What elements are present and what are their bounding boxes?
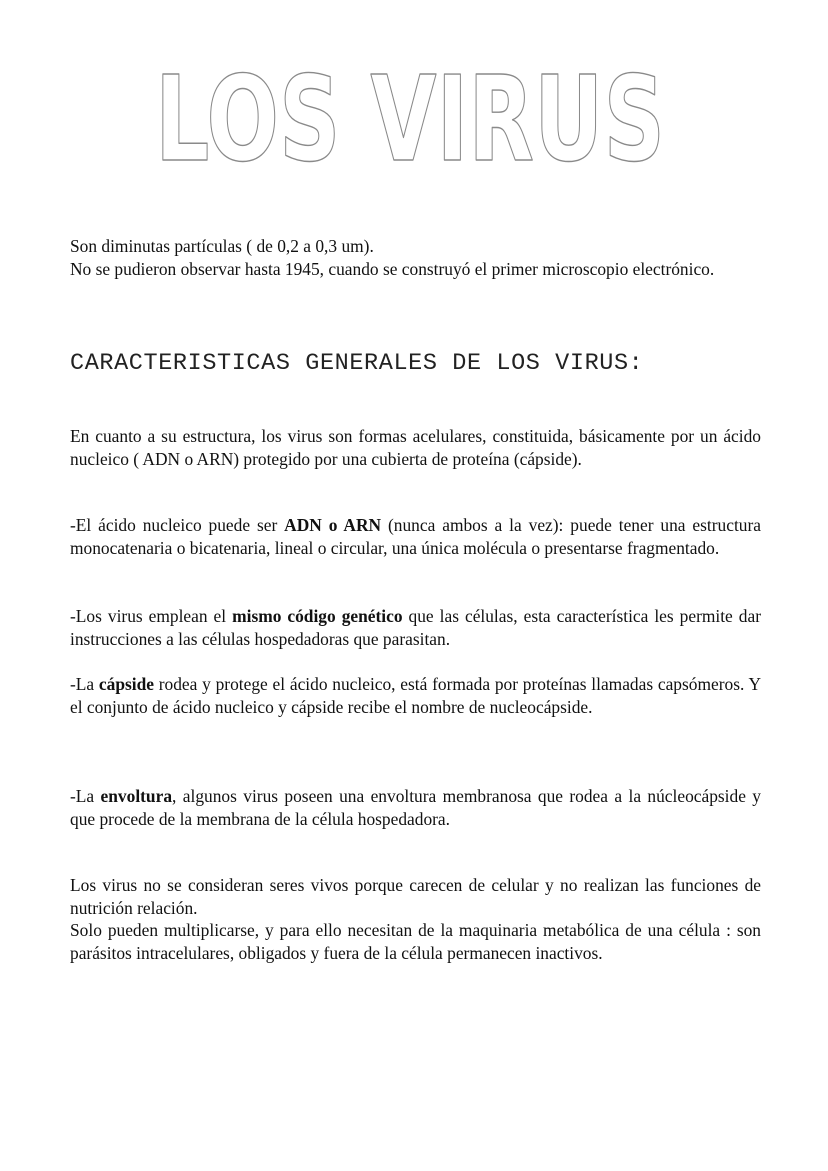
conclusion-line-not-alive: Los virus no se consideran seres vivos porque carecen de celular y no realizan las funciones de nutrición relación.: [70, 875, 761, 918]
feature-nucleic-acid-before: -El ácido nucleico puede ser: [70, 515, 285, 535]
feature-capsid-bold: cápside: [98, 674, 154, 694]
feature-genetic-code-bold: mismo código genético: [232, 606, 403, 626]
feature-genetic-code-text: [70, 605, 761, 650]
feature-capsid: [70, 673, 761, 718]
feature-envelope-after: , algunos virus poseen una envoltura membranosa que rodea a la núcleocápside y que procede de la membrana de la célula hospedadora.: [70, 786, 762, 829]
feature-envelope: [70, 785, 761, 830]
feature-genetic-code-before: -Los virus emplean el: [70, 606, 233, 626]
document-title: [150, 50, 670, 188]
feature-nucleic-acid-text: [70, 514, 761, 559]
title-text: LOS VIRUS: [155, 50, 665, 188]
feature-capsid-after: rodea y protege el ácido nucleico, está formada por proteínas llamadas capsómeros. Y el conjunto de ácido nucleico y cápside recibe el nombre de nucleocápside.: [70, 674, 761, 717]
section-heading: CARACTERISTICAS GENERALES DE LOS VIRUS:: [70, 350, 644, 377]
feature-nucleic-acid-after: (nunca ambos a la vez): puede tener una estructura monocatenaria o bicatenaria, lineal o circular, una única molécula o presentarse fragmentado.: [70, 515, 761, 558]
feature-genetic-code: [70, 605, 761, 650]
feature-envelope-text: [70, 785, 761, 830]
feature-capsid-text: [70, 673, 761, 718]
structure-paragraph: [70, 425, 761, 470]
intro-line-history: No se pudieron observar hasta 1945, cuando se construyó el primer microscopio electrónico.: [70, 258, 715, 279]
intro-paragraph: [70, 235, 761, 280]
feature-nucleic-acid-bold: ADN o ARN: [284, 515, 382, 535]
outlined-title-graphic: [150, 50, 670, 188]
feature-genetic-code-after: que las células, esta característica les permite dar instrucciones a las células hospedadoras que parasitan.: [70, 606, 761, 649]
structure-text: En cuanto a su estructura, los virus son formas acelulares, constituida, básicamente por un ácido nucleico ( ADN o ARN) protegido por una cubierta de proteína (cápside).: [70, 426, 761, 469]
conclusion-paragraph: [70, 874, 761, 964]
conclusion-line-parasites: Solo pueden multiplicarse, y para ello necesitan de la maquinaria metabólica de una célula : son parásitos intracelulares, obligados y fuera de la célula permanecen inactivos.: [70, 920, 761, 963]
feature-nucleic-acid: [70, 514, 761, 559]
feature-capsid-before: -La: [70, 674, 99, 694]
feature-envelope-before: -La: [70, 786, 101, 806]
intro-line-size: Son diminutas partículas ( de 0,2 a 0,3 um).: [70, 236, 374, 256]
feature-envelope-bold: envoltura: [100, 786, 173, 806]
